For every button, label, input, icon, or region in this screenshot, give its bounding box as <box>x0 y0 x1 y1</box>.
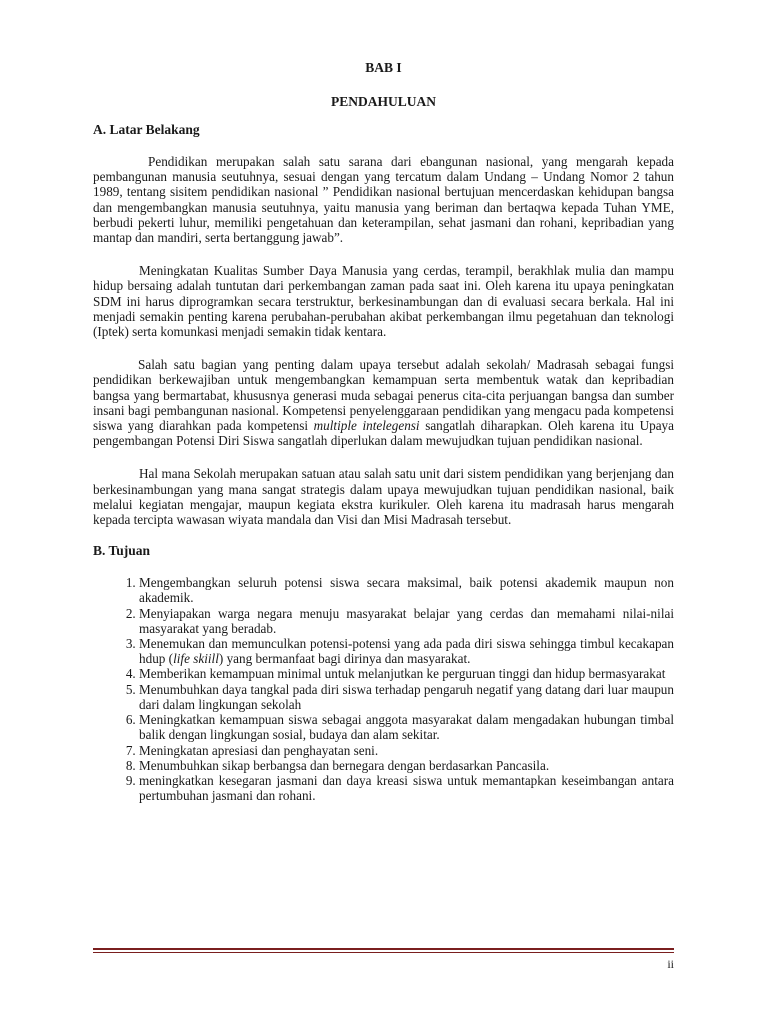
paragraph-3-text-a: Salah satu bagian yang penting dalam upaya tersebut adalah sekolah/ Madrasah sebagai fungsi pendidikan berkewajiban untuk mengembangkan kemampuan serta membentuk watak dan kepribadian bangsa yang bermartabat, khususnya generasi muda sebagai penerus cita-cita perjuangan bangsa dan sumber insani bagi pembangunan nasional. Kompetensi penyelenggaraan pendidikan yang mengacu pada kompetensi siswa yang diarahkan pada kompetensi <box>93 357 674 434</box>
chapter-title: PENDAHULUAN <box>330 94 436 109</box>
list-item: 5. Menumbuhkan daya tangkal pada diri siswa terhadap pengaruh negatif yang datang dari luar maupun dari dalam lingkungan sekolah <box>139 682 674 712</box>
list-item-text-a: Menemukan dan memunculkan potensi-potensi yang ada pada diri siswa sehingga timbul kecakapan hdup ( <box>139 636 674 667</box>
footer-rule-thick <box>93 948 674 950</box>
list-item: 2. Menyiapakan warga negara menuju masyarakat belajar yang cerdas dan memahami nilai-nilai masyarakat yang beradab. <box>139 606 674 636</box>
list-item: 9. meningkatkan kesegaran jasmani dan daya kreasi siswa untuk memantapkan keseimbangan antara pertumbuhan jasmani dan rohani. <box>139 773 674 803</box>
document-page <box>93 60 674 803</box>
section-a-heading: A. Latar Belakang <box>93 122 200 137</box>
paragraph-2: Meningkatan Kualitas Sumber Daya Manusia yang cerdas, terampil, berakhlak mulia dan mampu hidup bersaing adalah tuntutan dari perkembangan zaman pada saat ini. Oleh karena itu upaya peningkatan SDM ini harus diprogramkan secara terstruktur, berkesinambungan dan di evaluasi secara berkala. Hal ini menjadi semakin penting karena perubahan-perubahan akibat perkembangan ilmu pegetahuan dan teknologi (Iptek) serta komunkasi menjadi semakin tidak kentara. <box>93 263 674 340</box>
footer-rule-thin <box>93 952 674 953</box>
paragraph-4: Hal mana Sekolah merupakan satuan atau salah satu unit dari sistem pendidikan yang berjenjang dan berkesinambungan yang mana sangat strategis dalam upaya mewujudkan tujuan pendidikan nasional, baik melalui kegiatan mengajar, maupun kegiata ekstra kurikuler. Oleh karena itu madrasah harus mengarah kepada tercipta wawasan wiyata mandala dan Visi dan Misi Madrasah tersebut. <box>93 466 674 528</box>
list-item: 1. Mengembangkan seluruh potensi siswa secara maksimal, baik potensi akademik maupun non akademik. <box>139 575 674 605</box>
paragraph-3 <box>93 357 674 448</box>
list-item: 7. Meningkatan apresiasi dan penghayatan seni. <box>139 743 674 758</box>
paragraph-3-text-b: sangatlah diharapkan. Oleh karena itu Upaya pengembangan Potensi Diri Siswa sangatlah diperlukan dalam mewujudkan tujuan pendidikan nasional. <box>93 418 674 449</box>
goals-list <box>93 575 674 803</box>
list-item-text-b: ) yang bermanfaat bagi dirinya dan masyarakat. <box>218 651 471 667</box>
chapter-number: BAB I <box>365 60 402 75</box>
paragraph-3-italic: multiple intelegensi <box>313 418 420 434</box>
list-item-italic: life skiill <box>173 651 219 667</box>
section-b-heading: B. Tujuan <box>93 543 151 559</box>
list-item: 4. Memberikan kemampuan minimal untuk melanjutkan ke perguruan tinggi dan hidup bermasyarakat <box>139 666 674 681</box>
list-item: 6. Meningkatkan kemampuan siswa sebagai anggota masyarakat dalam mengadakan hubungan timbal balik dengan lingkungan sosial, budaya dan alam sekitar. <box>139 712 674 742</box>
list-item <box>139 636 674 666</box>
page-number: ii <box>667 957 674 971</box>
paragraph-1: Pendidikan merupakan salah satu sarana dari ebangunan nasional, yang mengarah kepada pembangunan manusia seutuhnya, sesuai dengan yang tercatum dalam Undang – Undang Nomor 2 tahun 1989, tentang sisitem pendidikan nasional ” Pendidikan nasional bertujuan mencerdaskan kehidupan bangsa dan mengembangkan manusia seutuhnya, yaitu manusia yang beriman dan bertaqwa kepada Tuhan YME, berbudi pekerti luhur, memiliki pengetahuan dan keterampilan, sehat jasmani dan rohani, kepribadian yang mantap dan mandiri, serta bertanggung jawab”. <box>93 154 674 246</box>
list-item: 8. Menumbuhkan sikap berbangsa dan bernegara dengan berdasarkan Pancasila. <box>139 758 674 773</box>
